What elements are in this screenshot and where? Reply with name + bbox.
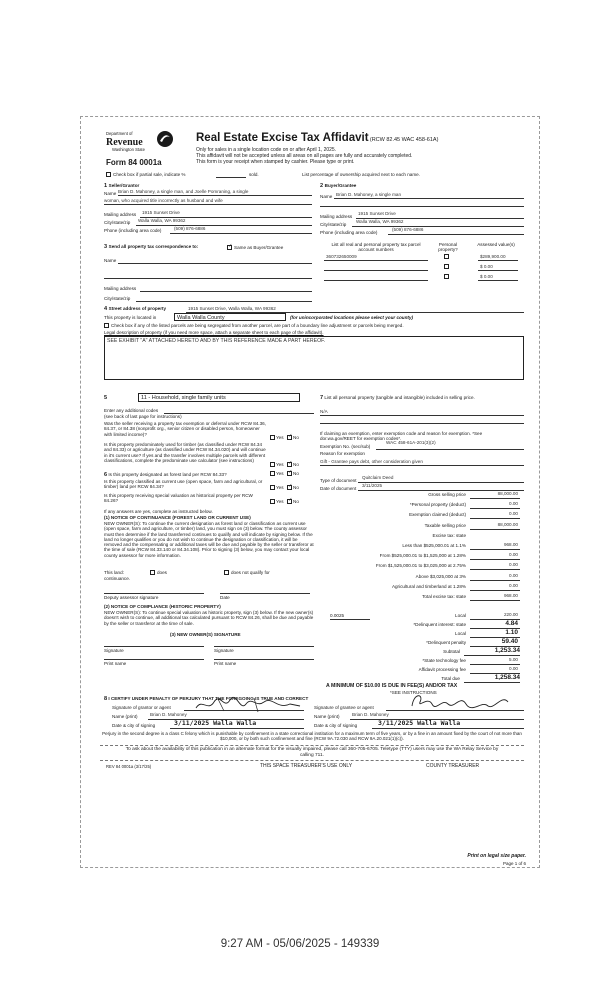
calc-row-value: 0.00 — [509, 562, 518, 568]
calc-row-line — [470, 549, 520, 550]
owner-print-line-1 — [104, 659, 204, 660]
additional-codes-label: Enter any additional codes — [104, 408, 159, 413]
affidavit-fee-label: Affidavit processing fee — [418, 667, 466, 672]
calc-row-label: Excise tax: state — [432, 532, 466, 538]
total-due-value: 1,258.34 — [494, 674, 520, 681]
sec6-q1-no-label: No — [293, 471, 299, 476]
exempt-intro: If claiming an exemption, enter exemption code and reason for exemption. *See dor.wa.gov/REET for exemption codes*. — [320, 431, 483, 442]
note-1: Only for sales in a single location code on or after April 1, 2025. — [196, 147, 337, 153]
penalty-label: *Delinquent penalty — [426, 640, 466, 645]
calc-row-value: 0.00 — [509, 572, 518, 578]
certify-statement: 8 I CERTIFY UNDER PENALTY OF PERJURY THAT THE FOREGOING IS TRUE AND CORRECT — [104, 696, 309, 702]
calc-row-label: Total excise tax: state — [422, 594, 466, 599]
owner-print-label-2: Print name — [214, 661, 237, 666]
sec7-personal-label: 7 List all personal property (tangible and intangible) included in selling price. — [320, 395, 475, 401]
seller-city-line — [136, 225, 312, 226]
calc-row-label: *Personal property (deduct) — [409, 502, 466, 508]
partial-sale-label: Check box if partial sale, indicate % — [113, 172, 186, 177]
delinquent-state-label: *Delinquent interest: state — [413, 622, 466, 627]
parcel-number-1: 360732650009 — [326, 254, 357, 259]
sec5-q2-no-label: No — [293, 462, 299, 467]
sec3-name-line — [118, 263, 312, 264]
delinquent-local-value: 1.10 — [505, 629, 518, 636]
sec3-mailing-label: Mailing address — [104, 286, 137, 291]
calc-row-line — [470, 518, 520, 519]
sec5-q1-yes[interactable] — [270, 435, 275, 440]
grantee-date-label: Date & city of signing — [314, 723, 358, 728]
owner-print-label-1: Print name — [104, 661, 127, 666]
calc-row-line — [470, 600, 520, 601]
total-due-line — [464, 682, 520, 683]
grantee-date-value: 3/11/2025 Walla Walla — [378, 719, 461, 727]
partial-percent-line — [216, 177, 246, 178]
penalty-value: 59.40 — [501, 638, 518, 645]
doc-date-label: Date of document — [320, 486, 357, 491]
sec6-q3: Is this property receiving special valuation as historical property per RCW 84.26? — [104, 493, 253, 504]
recording-stamp: 9:27 AM - 05/06/2025 - 149339 — [220, 938, 380, 950]
same-as-buyer-checkbox[interactable] — [227, 245, 232, 250]
grantor-date-value: 3/11/2025 Walla Walla — [174, 719, 257, 727]
sec6-q2: Is this property classified as current use (open space, farm and agricultural, or timber) land per RCW 84.34? — [104, 479, 263, 490]
notice-3-heading: (3) NEW OWNER(S) SIGNATURE — [170, 632, 241, 637]
form-number: Form 84 0001a — [106, 158, 162, 167]
see-back-label: (see back of last page for instructions) — [104, 414, 182, 419]
reason-value: Gift - Grantee pays debt, other consideration given — [320, 459, 423, 464]
buyer-phone-line — [388, 234, 524, 235]
agency-state: Washington State — [112, 147, 145, 153]
partial-sale-checkbox[interactable] — [106, 172, 111, 177]
sec3-city-label: City/state/zip — [104, 296, 131, 301]
grantee-date-line — [372, 728, 524, 729]
dept-line: Department of — [106, 131, 133, 136]
sec3-blank-line — [104, 278, 312, 279]
tech-fee-line — [470, 664, 520, 665]
grantee-name-value: Brian D. Mahoney — [352, 712, 389, 717]
seller-name-line-2 — [104, 204, 312, 205]
personal-header: Personal property? — [438, 242, 458, 253]
local-rate-line — [330, 619, 370, 620]
sec6-q3-no-label: No — [293, 499, 299, 504]
continuance-label: continuance. — [104, 576, 131, 581]
parcel-value-2: $ 0.00 — [480, 264, 493, 269]
perjury-warning: Perjury in the second degree is a class C felony which is punishable by confinement in a state correctional institution for a maximum term of five years, or by a fine in an amount fixed by the court of not more than $10,000, or by both such confinement and fine (RCW 9A.72.030 and RCW 9A.20.021(1)(c)). — [102, 731, 522, 742]
sold-label: sold. — [249, 172, 259, 177]
sec7-line-2 — [320, 423, 524, 424]
same-as-buyer-label: Same as Buyer/Grantee — [234, 245, 284, 250]
ada-notice: To ask about the availability of this publication in an alternate format for the visually impaired, please call 360-705-6705. Teletype (TTY) users may use the WA Relay Service by calling 711. — [125, 747, 499, 758]
buyer-heading: 2 Buyer/Grantee — [320, 183, 357, 189]
note-2: This affidavit will not be accepted unless all areas on all pages are fully and accurately completed. — [196, 153, 413, 159]
calc-row-label: Taxable selling price — [424, 522, 466, 528]
seller-mailing: 1915 Sunset Drive — [142, 210, 180, 215]
sec6-q1-yes[interactable] — [270, 471, 275, 476]
calc-row-label: Exemption claimed (deduct) — [409, 512, 466, 518]
sec3-mailing-line — [140, 291, 312, 292]
additional-codes-line — [164, 413, 314, 414]
deputy-sig-line — [104, 593, 204, 594]
located-label: This property is located in — [104, 315, 157, 320]
sec5-q2-no[interactable] — [287, 462, 292, 467]
seller-heading: 1 Seller/Grantor — [104, 183, 140, 189]
treasurer-only: THIS SPACE TREASURER'S USE ONLY — [260, 763, 353, 769]
seller-phone-line — [170, 233, 312, 234]
value-line-1 — [478, 260, 518, 261]
sec5-q2: Is this property predominately used for timber (as classified under RCW 84.34 and 84.33) or agriculture (as classified under RCW 84.34.020) and will continue in it's current use? If yes and the transfer involves multiple parcels with different classifications, complete the predominate use calculator (see instructions) — [104, 442, 266, 463]
calc-row-line — [470, 559, 520, 560]
doc-type-value: Quitclaim Deed — [362, 475, 394, 480]
seller-phone: (509) 876-6886 — [174, 226, 206, 231]
delinquent-local-label: Local — [455, 631, 466, 636]
total-due-label: Total due — [441, 676, 460, 681]
county-select[interactable] — [174, 313, 286, 321]
notice-1-body: NEW OWNER(S): To continue the current designation as forest land or classification as current use (open space, farm and agriculture, or timber) land, you must sign on (3) below. The county assessor must then determine if the land transferred continues to qualify and will indicate by signing below. If the land no longer qualifies or you do not wish to continue the designation or classification, it will be removed and the compensating or additional taxes will be due and payable by the seller or transferor at the time of sale (RCW 84.33.140 or 84.34.108). Prior to signing (3) below, you may contact your local county assessor for more information. — [104, 521, 314, 558]
sec5-q1-yes-label: Yes — [276, 435, 284, 440]
personal-checkbox-2[interactable] — [444, 264, 449, 269]
segregated-label: Check box if any of the listed parcels are being segregated from another parcel, are part of a boundary line adjustment or parcels being merged. — [111, 323, 404, 328]
seller-mailing-label: Mailing address — [104, 212, 137, 217]
sec6-q1-yes-label: Yes — [276, 471, 284, 476]
exempt-no-label: Exemption No. (sec/sub) — [320, 444, 371, 449]
seller-name-1: Brian D. Mahoney, a single man, and Joelle Pomraning, a single — [118, 189, 249, 194]
affidavit-fee-value: 0.00 — [509, 666, 518, 671]
legal-paper-note: Print on legal size paper. — [467, 853, 526, 859]
calc-row-line — [470, 508, 520, 509]
note-3: This form is your receipt when stamped by cashier. Please type or print. — [196, 159, 355, 165]
owner-print-line-2 — [214, 659, 314, 660]
sec6-q1: 6 Is this property designated as forest land per RCW 84.33? — [104, 472, 227, 478]
calc-row-label: Agricultural and timberland at 1.28% — [391, 583, 466, 589]
use-code-value: 11 - Household, single family units — [141, 395, 226, 401]
owner-sig-line-1 — [104, 646, 204, 647]
doc-date-value: 3/11/2025 — [362, 483, 383, 488]
sec3-city-line — [136, 301, 312, 302]
property-street: 1915 Sunset Drive, Walla Walla, WA 99362 — [188, 306, 276, 311]
grantor-name-label: Name (print) — [112, 714, 138, 719]
grantee-signature-image — [408, 690, 518, 712]
buyer-mailing-label: Mailing address — [320, 214, 353, 219]
deputy-date-line — [220, 593, 310, 594]
affidavit-form — [90, 122, 532, 867]
segregated-checkbox[interactable] — [104, 323, 109, 328]
form-rcw: (RCW 82.45 WAC 458-61A) — [369, 137, 439, 143]
buyer-city: Walla Walla, WA 99362 — [356, 219, 404, 224]
calc-row-line — [470, 529, 520, 530]
uninc-note: (for unincorporated locations please select your county) — [290, 315, 414, 320]
sec5-q1-no[interactable] — [287, 435, 292, 440]
parcel-value-3: $ 0.00 — [480, 274, 493, 279]
seller-name-line — [118, 195, 312, 196]
calc-row-value: 0.00 — [509, 582, 518, 588]
deputy-sig-label: Deputy assessor signature — [104, 595, 159, 600]
grantor-date-line — [170, 728, 304, 729]
sec6-q2-yes[interactable] — [270, 485, 275, 490]
notice-2-heading: (2) NOTICE OF COMPLIANCE (HISTORIC PROPERTY) — [104, 604, 221, 609]
parcel-header: List all real and personal property tax parcel account numbers — [331, 242, 421, 253]
calc-row-label: From $1,525,000.01 to $3,025,000 at 2.75% — [375, 563, 466, 569]
buyer-name-line-2 — [320, 206, 524, 207]
parcel-line-2 — [324, 270, 428, 271]
calc-row-line — [470, 498, 520, 499]
sec5-q2-yes-label: Yes — [276, 462, 284, 467]
see-instructions: *SEE INSTRUCTIONS — [390, 690, 437, 695]
parcel-line-3 — [324, 280, 428, 281]
grantor-name-value: Brian D. Mahoney — [150, 712, 187, 717]
sec5-q1: Was the seller receiving a property tax exemption or deferral under RCW 84.36, 84.37, or 84.38 (nonprofit org., senior citizen or disabled person, homeowner with limited income)? — [104, 421, 266, 437]
buyer-name-label: Name — [320, 194, 333, 199]
buyer-city-label: City/state/zip — [320, 222, 347, 227]
revision-code: REV 84 0001a (3/17/25) — [106, 764, 152, 769]
sec6-q3-yes-label: Yes — [276, 499, 284, 504]
sec5-q2-yes[interactable] — [270, 462, 275, 467]
buyer-name: Brian D. Mahoney, a single man — [336, 192, 402, 197]
sec7-personal-value: N/A — [320, 409, 328, 414]
section-4-heading: 4 Street address of property — [104, 306, 167, 312]
seller-name-2: woman, who acquired title incorrectly as husband and wife — [104, 198, 223, 203]
sec6-q2-no-label: No — [293, 485, 299, 490]
form-title: Real Estate Excise Tax Affidavit — [196, 132, 369, 144]
sec5-q1-no-label: No — [293, 435, 299, 440]
value-line-2 — [478, 270, 518, 271]
calc-row-label: From $525,000.01 to $1,525,000 at 1.28% — [379, 553, 466, 559]
owner-sig-label-1: Signature — [104, 648, 124, 653]
parcel-line-1 — [324, 260, 428, 261]
seller-city-label: City/state/zip — [104, 220, 131, 225]
buyer-city-line — [352, 226, 524, 227]
county-value: Walla Walla County — [177, 315, 225, 321]
footer-divider — [100, 745, 524, 746]
calc-row-value: 88,000.00 — [497, 521, 518, 527]
calc-row-line — [470, 580, 520, 581]
land-does-not-label: does not qualify for — [231, 570, 270, 575]
notice-2-body: NEW OWNER(S): To continue special valuation as historic property, sign (3) below. If the new owner(s) doesn't wish to continue, all additional tax calculated pursuant to RCW 84.26, shall be due and payable by the seller or transferor at the time of sale. — [104, 610, 314, 626]
calc-row-label: Less than $525,000.01 at 1.1% — [402, 543, 466, 548]
legal-description: SEE EXHIBIT "A" ATTACHED HERETO AND BY THIS REFERENCE MADE A PART HEREOF. — [107, 338, 326, 344]
grantor-signature-image — [194, 696, 304, 714]
buyer-mailing: 1915 Sunset Drive — [358, 211, 396, 216]
sec6-q1-no[interactable] — [287, 471, 292, 476]
calc-row-label: Above $3,025,000 at 3% — [415, 573, 466, 579]
sec6-q2-yes-label: Yes — [276, 485, 284, 490]
parcel-value-1: $289,900.00 — [480, 254, 506, 259]
calc-row-label: Gross selling price — [428, 492, 466, 497]
sec6-q2-no[interactable] — [287, 485, 292, 490]
calc-row-value: 88,000.00 — [497, 491, 518, 496]
personal-checkbox-1[interactable] — [444, 254, 449, 259]
sec6-q3-no[interactable] — [287, 499, 292, 504]
grantee-name-label: Name (print) — [314, 714, 340, 719]
sec6-q3-yes[interactable] — [270, 499, 275, 504]
agency-name: Revenue — [106, 136, 143, 148]
local-tax-label: Local — [455, 613, 466, 618]
calc-row-value: 968.00 — [503, 593, 518, 598]
sec6-if-yes: If any answers are yes, complete as instructed below. — [104, 509, 213, 514]
calc-row-value: 968.00 — [503, 542, 518, 547]
subtotal-label: Subtotal — [443, 649, 460, 654]
buyer-phone-label: Phone (including area code) — [320, 230, 378, 235]
legal-description-box[interactable] — [104, 336, 524, 380]
land-does-not-checkbox[interactable] — [224, 570, 229, 575]
exempt-no-line — [376, 449, 524, 450]
ownership-note: List percentage of ownership acquired next to each name. — [302, 172, 420, 177]
reason-line — [320, 465, 524, 466]
buyer-name-line — [334, 198, 524, 199]
calc-row-value: 0.00 — [509, 501, 518, 507]
tech-fee-label: *State technology fee — [422, 658, 466, 663]
value-line-3 — [478, 280, 518, 281]
calc-row-value: 0.00 — [509, 552, 518, 558]
personal-checkbox-3[interactable] — [444, 274, 449, 279]
notice-1-heading: (1) NOTICE OF CONTINUANCE (FOREST LAND OR CURRENT USE) — [104, 515, 251, 520]
subtotal-value: 1,253.34 — [494, 647, 520, 654]
county-treasurer: COUNTY TREASURER — [426, 763, 480, 769]
local-rate: 0.0025 — [330, 613, 345, 618]
owner-sig-label-2: Signature — [214, 648, 234, 653]
grantee-sig-label: Signature of grantee or agent — [314, 705, 374, 710]
tech-fee-value: 5.00 — [509, 657, 518, 662]
seller-city: Walla Walla, WA 99362 — [138, 218, 186, 223]
section-3-heading: 3 Send all property tax correspondence to: — [104, 244, 199, 250]
land-does-checkbox[interactable] — [150, 570, 155, 575]
doc-type-line — [358, 482, 524, 483]
sec7-line-1 — [320, 415, 524, 416]
legal-label: Legal description of property (if you need more space, attach a separate sheet to each page of the affidavit). — [104, 330, 324, 335]
doc-type-label: Type of document — [320, 478, 357, 483]
form-title-block — [196, 132, 438, 145]
form-notes — [196, 147, 526, 165]
page-number: Page 1 of 6 — [502, 861, 526, 866]
owner-sig-line-2 — [214, 646, 314, 647]
exempt-no-value: WAC 458-61A-201(3)(2) — [386, 440, 436, 445]
calc-row-value: 0.00 — [509, 511, 518, 517]
calc-row-line — [470, 590, 520, 591]
seller-phone-label: Phone (including area code) — [104, 228, 162, 233]
sec3-name-label: Name — [104, 258, 117, 263]
this-land-label: This land: — [104, 570, 124, 575]
delinquent-state-value: 4.84 — [505, 620, 518, 627]
subtotal-line — [464, 655, 520, 656]
revenue-swoosh-icon — [156, 130, 174, 148]
buyer-phone: (509) 876-6886 — [392, 227, 424, 232]
local-tax-value: 220.00 — [503, 612, 518, 617]
deputy-date-label: Date — [220, 595, 230, 600]
grantor-date-label: Date & city of signing — [112, 723, 156, 728]
assessed-header: Assessed value(s) — [477, 242, 515, 247]
seller-name-label: Name — [104, 191, 117, 196]
section-5-number: 5 — [104, 395, 108, 401]
grantor-sig-label: Signature of grantor or agent — [112, 705, 171, 710]
minimum-due-note: A MINIMUM OF $10.00 IS DUE IN FEE(S) AND/OR TAX — [326, 683, 458, 689]
use-code-select[interactable] — [138, 393, 300, 402]
footer-divider-2 — [100, 760, 524, 761]
reason-label: Reason for exemption — [320, 451, 365, 456]
calc-row-line — [470, 569, 520, 570]
land-does-label: does — [157, 570, 167, 575]
